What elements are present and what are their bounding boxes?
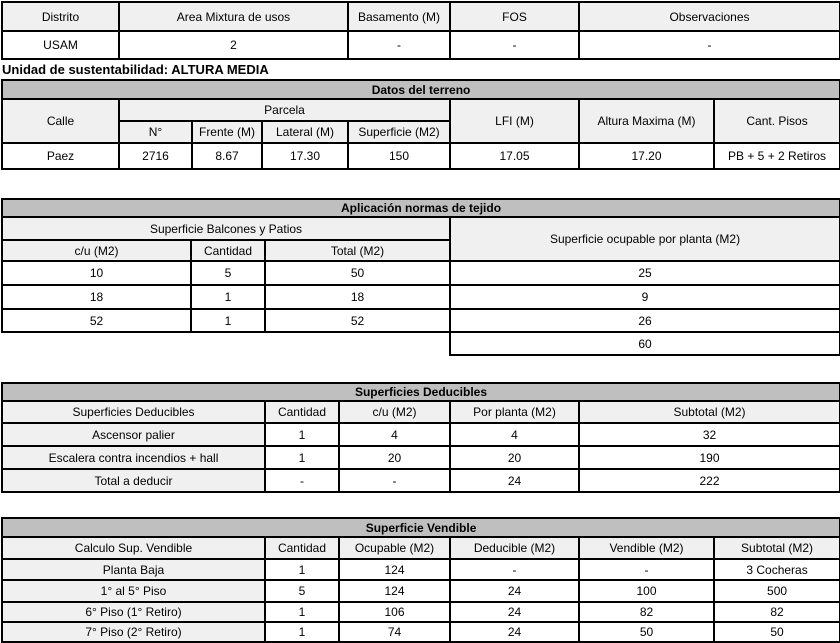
data-cell: 5 bbox=[265, 580, 339, 602]
col-header-numero: N° bbox=[119, 121, 192, 143]
data-cell: 52 bbox=[265, 309, 450, 332]
deducibles-data-row bbox=[2, 446, 840, 469]
vendible-data-row bbox=[2, 580, 840, 602]
data-cell: 3 Cocheras bbox=[714, 559, 840, 580]
tejido-header-row-1 bbox=[2, 217, 840, 240]
section-title-datos-del-terreno: Datos del terreno bbox=[2, 80, 840, 99]
vendible-table bbox=[1, 517, 840, 643]
data-cell-fos: - bbox=[450, 31, 579, 59]
data-cell: 124 bbox=[339, 580, 450, 602]
data-cell: 124 bbox=[339, 559, 450, 580]
data-cell: 82 bbox=[714, 602, 840, 622]
data-cell: 18 bbox=[265, 285, 450, 309]
data-cell: 24 bbox=[450, 602, 579, 622]
col-header-cu: c/u (M2) bbox=[2, 240, 191, 261]
col-header-frente: Frente (M) bbox=[192, 121, 262, 143]
data-cell: 50 bbox=[714, 622, 840, 642]
terrain-section-band bbox=[2, 80, 840, 99]
data-cell-observaciones: - bbox=[579, 31, 840, 59]
row-label-cell: Ascensor palier bbox=[2, 423, 265, 446]
data-cell: 1 bbox=[265, 559, 339, 580]
data-cell: 50 bbox=[579, 622, 714, 642]
vendible-data-row bbox=[2, 602, 840, 622]
col-header-lfi: LFI (M) bbox=[450, 99, 579, 143]
data-cell: 24 bbox=[450, 469, 579, 492]
empty-spacer-cell bbox=[2, 332, 450, 355]
section-title-aplicacion-normas: Aplicación normas de tejido bbox=[2, 199, 840, 217]
vendible-data-row bbox=[2, 559, 840, 580]
tejido-total-row bbox=[2, 332, 840, 355]
data-cell: 1 bbox=[265, 602, 339, 622]
col-group-header-parcela: Parcela bbox=[119, 99, 450, 121]
col-header-basamento: Basamento (M) bbox=[348, 2, 450, 31]
col-header-ocupable: Ocupable (M2) bbox=[339, 537, 450, 559]
col-header-subtotal: Subtotal (M2) bbox=[579, 401, 840, 423]
col-header-cant-pisos: Cant. Pisos bbox=[714, 99, 840, 143]
data-cell: 82 bbox=[579, 602, 714, 622]
data-cell-lateral: 17.30 bbox=[262, 143, 348, 169]
row-label-cell: Total a deducir bbox=[2, 469, 265, 492]
data-cell: 10 bbox=[2, 261, 191, 285]
row-label-cell: 6° Piso (1° Retiro) bbox=[2, 602, 265, 622]
data-cell: 25 bbox=[450, 261, 840, 285]
data-cell: - bbox=[265, 469, 339, 492]
deducibles-section-band bbox=[2, 383, 840, 401]
data-cell: 9 bbox=[450, 285, 840, 309]
col-header-area-mixtura: Area Mixtura de usos bbox=[119, 2, 348, 31]
deducibles-total-row bbox=[2, 469, 840, 492]
col-header-fos: FOS bbox=[450, 2, 579, 31]
deducibles-data-row bbox=[2, 423, 840, 446]
data-cell: 222 bbox=[579, 469, 840, 492]
col-header-superficie-ocupable: Superficie ocupable por planta (M2) bbox=[450, 217, 840, 261]
col-header-altura-maxima: Altura Maxima (M) bbox=[579, 99, 714, 143]
col-header-total: Total (M2) bbox=[265, 240, 450, 261]
data-cell-cant-pisos: PB + 5 + 2 Retiros bbox=[714, 143, 840, 169]
data-cell: 190 bbox=[579, 446, 840, 469]
data-cell: 1 bbox=[191, 285, 265, 309]
col-group-header-balcones-patios: Superficie Balcones y Patios bbox=[2, 217, 450, 240]
vendible-header-row bbox=[2, 537, 840, 559]
row-label-cell: 1° al 5° Piso bbox=[2, 580, 265, 602]
data-cell: - bbox=[339, 469, 450, 492]
col-header-calle: Calle bbox=[2, 99, 119, 143]
zoning-table bbox=[1, 1, 840, 60]
row-label-cell: Escalera contra incendios + hall bbox=[2, 446, 265, 469]
data-cell-frente: 8.67 bbox=[192, 143, 262, 169]
tejido-data-row bbox=[2, 309, 840, 332]
tejido-section-band bbox=[2, 199, 840, 217]
data-cell: 24 bbox=[450, 580, 579, 602]
row-label-cell: Planta Baja bbox=[2, 559, 265, 580]
terrain-data-row bbox=[2, 143, 840, 169]
col-header-superficies-deducibles: Superficies Deducibles bbox=[2, 401, 265, 423]
col-header-por-planta: Por planta (M2) bbox=[450, 401, 579, 423]
data-cell: 52 bbox=[2, 309, 191, 332]
data-cell: 4 bbox=[450, 423, 579, 446]
col-header-cantidad: Cantidad bbox=[191, 240, 265, 261]
data-cell-lfi: 17.05 bbox=[450, 143, 579, 169]
data-cell: 26 bbox=[450, 309, 840, 332]
data-cell: - bbox=[579, 559, 714, 580]
data-cell: 24 bbox=[450, 622, 579, 642]
sustainability-unit-line: Unidad de sustentabilidad: ALTURA MEDIA bbox=[2, 62, 269, 77]
deducibles-table bbox=[1, 382, 840, 493]
data-cell-calle: Paez bbox=[2, 143, 119, 169]
terrain-table bbox=[1, 79, 840, 170]
col-header-lateral: Lateral (M) bbox=[262, 121, 348, 143]
data-cell: 5 bbox=[191, 261, 265, 285]
col-header-vendible: Vendible (M2) bbox=[579, 537, 714, 559]
col-header-subtotal: Subtotal (M2) bbox=[714, 537, 840, 559]
data-cell-basamento: - bbox=[348, 31, 450, 59]
col-header-cantidad: Cantidad bbox=[265, 537, 339, 559]
data-cell: 32 bbox=[579, 423, 840, 446]
section-title-superficies-deducibles: Superficies Deducibles bbox=[2, 383, 840, 401]
col-header-observaciones: Observaciones bbox=[579, 2, 840, 31]
data-cell: 106 bbox=[339, 602, 450, 622]
data-cell-ocupable-total: 60 bbox=[450, 332, 840, 355]
deducibles-header-row bbox=[2, 401, 840, 423]
data-cell-superficie: 150 bbox=[348, 143, 450, 169]
data-cell-distrito: USAM bbox=[2, 31, 119, 59]
col-header-cantidad: Cantidad bbox=[265, 401, 339, 423]
zoning-header-row bbox=[2, 2, 840, 31]
col-header-deducible: Deducible (M2) bbox=[450, 537, 579, 559]
vendible-data-row bbox=[2, 622, 840, 642]
data-cell: 20 bbox=[339, 446, 450, 469]
row-label-cell: 7° Piso (2° Retiro) bbox=[2, 622, 265, 642]
terrain-header-row-1 bbox=[2, 99, 840, 121]
data-cell: 4 bbox=[339, 423, 450, 446]
data-cell-altura-maxima: 17.20 bbox=[579, 143, 714, 169]
data-cell: 1 bbox=[265, 423, 339, 446]
data-cell-area-mixtura: 2 bbox=[119, 31, 348, 59]
tejido-table bbox=[1, 198, 840, 356]
data-cell: 1 bbox=[265, 446, 339, 469]
col-header-distrito: Distrito bbox=[2, 2, 119, 31]
data-cell: - bbox=[450, 559, 579, 580]
col-header-cu: c/u (M2) bbox=[339, 401, 450, 423]
data-cell: 1 bbox=[191, 309, 265, 332]
tejido-data-row bbox=[2, 285, 840, 309]
col-header-superficie: Superficie (M2) bbox=[348, 121, 450, 143]
tejido-data-row bbox=[2, 261, 840, 285]
data-cell: 74 bbox=[339, 622, 450, 642]
data-cell: 500 bbox=[714, 580, 840, 602]
zoning-data-row bbox=[2, 31, 840, 59]
col-header-calculo: Calculo Sup. Vendible bbox=[2, 537, 265, 559]
data-cell-numero: 2716 bbox=[119, 143, 192, 169]
data-cell: 1 bbox=[265, 622, 339, 642]
data-cell: 50 bbox=[265, 261, 450, 285]
data-cell: 18 bbox=[2, 285, 191, 309]
data-cell: 100 bbox=[579, 580, 714, 602]
section-title-superficie-vendible: Superficie Vendible bbox=[2, 518, 840, 537]
data-cell: 20 bbox=[450, 446, 579, 469]
vendible-section-band bbox=[2, 518, 840, 537]
